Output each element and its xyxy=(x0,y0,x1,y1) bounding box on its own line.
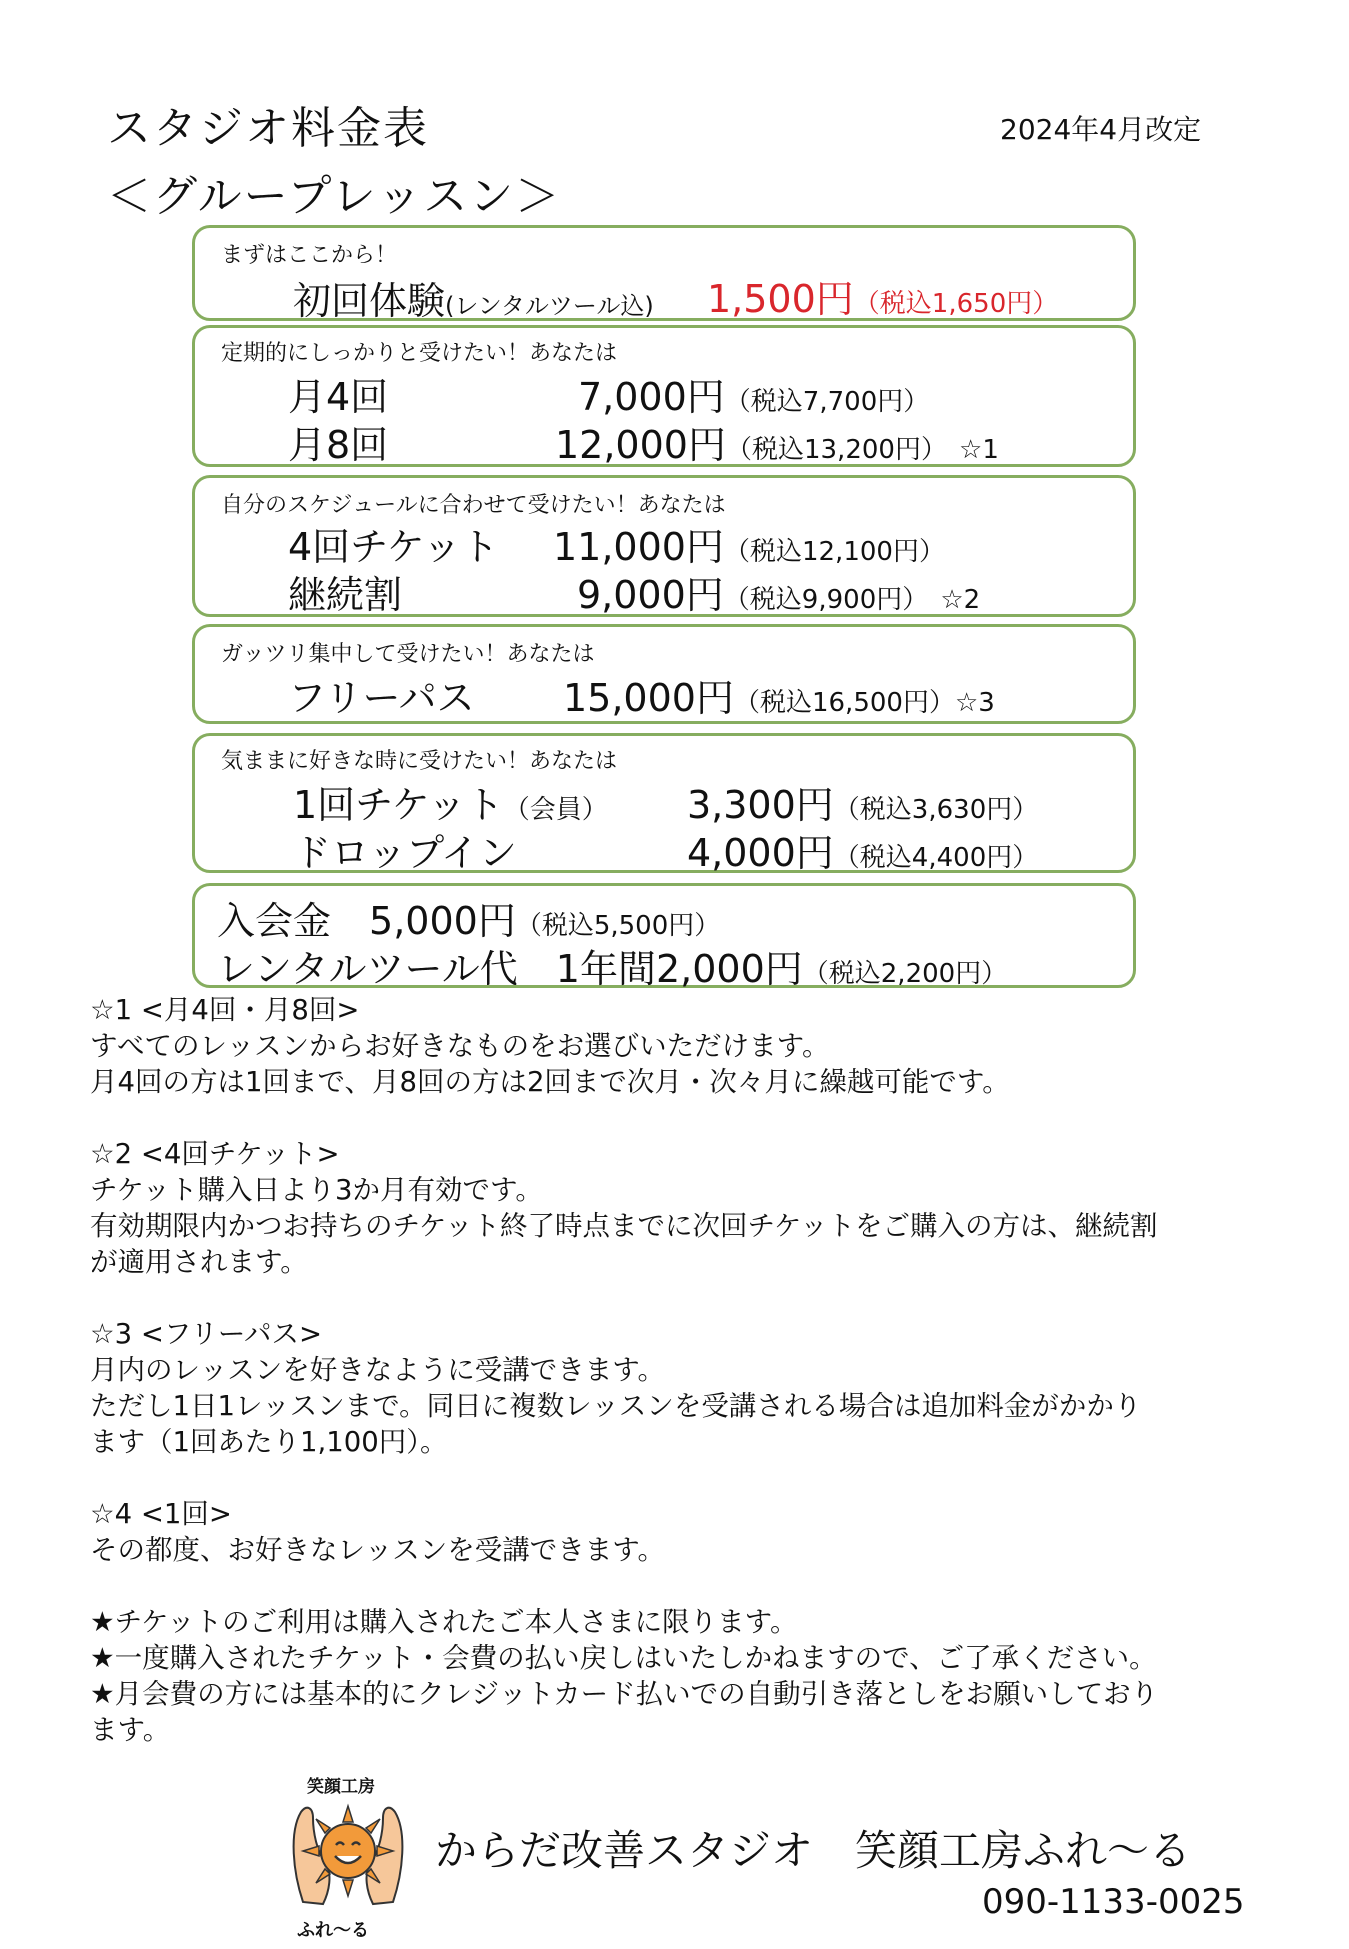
price: 7,000円 xyxy=(578,375,725,419)
page-title: スタジオ料金表 xyxy=(107,103,429,154)
trial-box xyxy=(192,225,1136,321)
price: 4,000円 xyxy=(687,831,834,875)
freepass-box xyxy=(192,624,1136,724)
price: 12,000円 xyxy=(555,423,726,467)
footnote-mark: ☆3 xyxy=(954,688,995,718)
trial-price-line xyxy=(707,268,1058,323)
footnote-line: ★月会費の方には基本的にクレジットカード払いでの自動引き落としをお願いしており xyxy=(90,1678,1159,1710)
logo-top-text: 笑顔工房 xyxy=(307,1777,375,1797)
freepass-name: フリーパス xyxy=(288,676,475,720)
footnote-mark: ☆1 xyxy=(959,435,999,465)
label: 入会金 xyxy=(217,899,332,943)
single-row-dropin-price xyxy=(687,822,1038,877)
footnote-line: その都度、お好きなレッスンを受講できます。 xyxy=(90,1534,666,1566)
fees-row-joining xyxy=(217,890,720,945)
ticket-row-4-name: 4回チケット xyxy=(288,525,499,569)
footnote-line: チケット購入日より3か月有効です。 xyxy=(90,1174,543,1206)
ticket-row-renew-name: 継続割 xyxy=(288,573,403,617)
single-row-dropin-name: ドロップイン xyxy=(293,831,517,875)
ticket-row-renew-price xyxy=(577,564,980,619)
tax: （税込5,500円） xyxy=(515,911,721,941)
footnote-line: 月4回の方は1回まで、月8回の方は2回まで次月・次々月に繰越可能です。 xyxy=(90,1066,1010,1098)
fees-box xyxy=(192,883,1136,991)
label: レンタルツール代 xyxy=(217,947,518,991)
page-subtitle: ＜グループレッスン＞ xyxy=(107,171,562,222)
footnote-line: すべてのレッスンからお好きなものをお選びいただけます。 xyxy=(90,1030,830,1062)
trial-label: 初回体験 xyxy=(293,279,446,323)
trial-caption: まずはここから！ xyxy=(221,243,398,268)
footnote-line: ☆3 <フリーパス> xyxy=(90,1318,322,1350)
single-caption: 気ままに好きな時に受けたい！あなたは xyxy=(221,749,618,774)
footnote-line: ます（1回あたり1,100円）。 xyxy=(90,1426,448,1458)
revision-date: 2024年4月改定 xyxy=(1000,113,1202,146)
footnote-line: が適用されます。 xyxy=(90,1246,308,1278)
single-row-ticket-name xyxy=(293,774,608,829)
tax: （税込3,630円） xyxy=(833,795,1039,825)
freepass-caption: ガッツリ集中して受けたい！あなたは xyxy=(221,642,595,667)
trial-price: 1,500円 xyxy=(707,277,854,321)
ticket-caption: 自分のスケジュールに合わせて受けたい！あなたは xyxy=(221,493,726,518)
trial-tax: （税込1,650円） xyxy=(853,289,1059,319)
trial-name xyxy=(293,270,654,325)
logo-bottom-text: ふれ〜る xyxy=(297,1920,369,1941)
ticket-box xyxy=(192,475,1136,617)
footnote-line: ☆1 <月4回・月8回> xyxy=(90,994,360,1026)
price: 9,000円 xyxy=(577,573,724,617)
tax: （税込2,200円） xyxy=(802,959,1008,989)
price: 1年間2,000円 xyxy=(555,947,803,991)
footnote-line: ただし1日1レッスンまで。同日に複数レッスンを受講される場合は追加料金がかかり xyxy=(90,1390,1142,1422)
tax: （税込9,900円） xyxy=(723,585,929,615)
monthly-row-4-price xyxy=(578,366,929,421)
sun-hands-icon xyxy=(289,1792,407,1914)
monthly-box xyxy=(192,325,1136,467)
tax: （税込7,700円） xyxy=(724,387,930,417)
monthly-row-4-name: 月4回 xyxy=(288,375,389,419)
tax: （税込12,100円） xyxy=(723,537,945,567)
footnote-line: 月内のレッスンを好きなように受講できます。 xyxy=(90,1354,666,1386)
monthly-row-8-price xyxy=(555,414,999,469)
price: 15,000円 xyxy=(563,676,734,720)
tax: （税込4,400円） xyxy=(833,843,1039,873)
ticket-row-4-price xyxy=(553,516,945,571)
footnote-line: ☆2 <4回チケット> xyxy=(90,1138,340,1170)
footnote-line: ★一度購入されたチケット・会費の払い戻しはいたしかねますので、ご了承ください。 xyxy=(90,1642,1157,1674)
monthly-row-8-name: 月8回 xyxy=(288,423,389,467)
single-box xyxy=(192,733,1136,873)
studio-logo xyxy=(285,1772,410,1942)
monthly-caption: 定期的にしっかりと受けたい！あなたは xyxy=(221,341,618,366)
fees-row-rental xyxy=(217,938,1007,993)
label: 1回チケット xyxy=(293,783,504,827)
price: 5,000円 xyxy=(369,899,516,943)
phone-number: 090-1133-0025 xyxy=(982,1882,1245,1922)
footnote-line: 有効期限内かつお持ちのチケット終了時点までに次回チケットをご購入の方は、継続割 xyxy=(90,1210,1158,1242)
price: 3,300円 xyxy=(687,783,834,827)
footnote-line: ☆4 <1回> xyxy=(90,1498,232,1530)
freepass-price xyxy=(563,667,995,722)
footnote-line: ます。 xyxy=(90,1714,171,1746)
price: 11,000円 xyxy=(553,525,724,569)
footnote-mark: ☆2 xyxy=(940,585,981,615)
studio-name: からだ改善スタジオ 笑顔工房ふれ〜る xyxy=(435,1826,1192,1875)
tax: （税込16,500円） xyxy=(733,688,955,718)
trial-note: (レンタルツール込) xyxy=(445,292,654,320)
tax: （税込13,200円） xyxy=(725,435,947,465)
footnote-line: ★チケットのご利用は購入されたご本人さまに限ります。 xyxy=(90,1606,798,1638)
note: （会員） xyxy=(503,795,608,825)
single-row-ticket-price xyxy=(687,774,1038,829)
